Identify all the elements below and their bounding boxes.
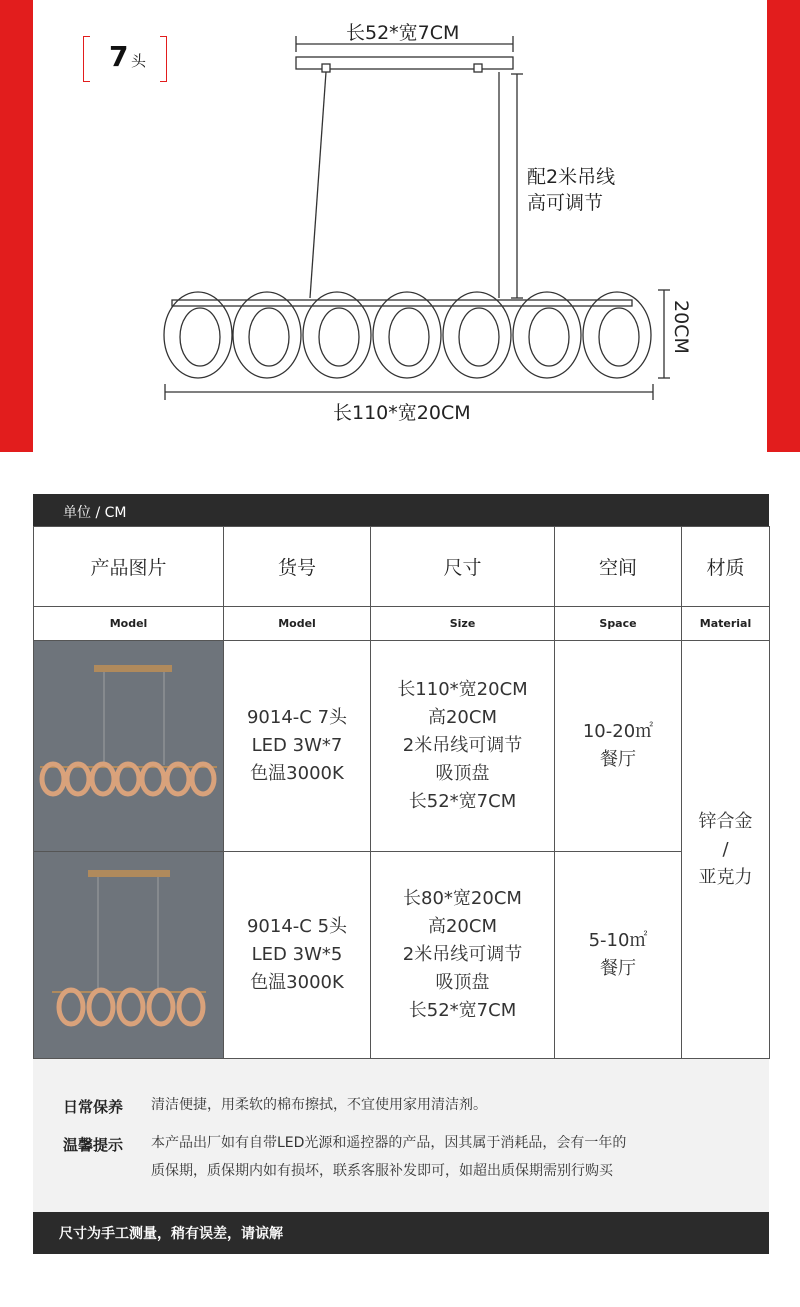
heads-number: 7 (109, 40, 129, 73)
header-photo-en: Model (34, 607, 224, 641)
size-cell (371, 852, 555, 1059)
header-photo: 产品图片 (34, 527, 224, 607)
unit-label: 单位 / CM (63, 505, 127, 521)
lamp-7-photo (34, 641, 223, 851)
spec-table (33, 526, 770, 1059)
model-line: 色温3000K (250, 763, 344, 784)
cable-label-line1: 配2米吊线 (527, 166, 616, 188)
size-line: 吸顶盘 (435, 763, 490, 784)
daily-care-text: 清洁便捷，用柔软的棉布擦拭，不宜使用家用清洁剂。 (151, 1097, 487, 1113)
unit-bar (33, 494, 769, 526)
space-room: 餐厅 (600, 749, 636, 770)
footer-bar (33, 1212, 769, 1254)
bottom-dimension-label: 长110*宽20CM (333, 402, 471, 424)
space-room: 餐厅 (600, 958, 636, 979)
header-material-en: Material (682, 607, 770, 641)
top-dimension-label: 长52*宽7CM (346, 22, 460, 44)
product-diagram (0, 0, 800, 452)
size-line: 2米吊线可调节 (402, 735, 523, 756)
heads-unit: 头 (131, 52, 147, 70)
header-size: 尺寸 (371, 527, 555, 607)
material-line: / (722, 838, 729, 860)
height-dimension-label: 20CM (670, 300, 692, 354)
space-area: 5-10㎡ (588, 930, 648, 951)
product-photo-5 (34, 852, 224, 1059)
size-line: 长110*宽20CM (397, 679, 528, 700)
size-line: 2米吊线可调节 (402, 944, 523, 965)
header-size-en: Size (371, 607, 555, 641)
space-cell (555, 852, 682, 1059)
header-model: 货号 (224, 527, 371, 607)
model-cell (224, 852, 371, 1059)
header-space: 空间 (555, 527, 682, 607)
lamp-5-photo (34, 852, 223, 1058)
material-line: 亚克力 (698, 866, 753, 888)
model-cell (224, 641, 371, 852)
tip-text-line1: 本产品出厂如有自带LED光源和遥控器的产品，因其属于消耗品，会有一年的 (151, 1135, 627, 1151)
header-material: 材质 (682, 527, 770, 607)
table-row (34, 641, 770, 852)
size-line: 吸顶盘 (435, 972, 490, 993)
header-row-en (34, 607, 770, 641)
tip-label: 温馨提示 (63, 1136, 124, 1154)
table-row (34, 852, 770, 1059)
size-line: 高20CM (427, 707, 497, 728)
footer-note: 尺寸为手工测量，稍有误差，请谅解 (59, 1226, 283, 1242)
material-cell (682, 641, 770, 1059)
model-line: 9014-C 5头 (246, 916, 348, 937)
product-photo-7 (34, 641, 224, 852)
size-line: 长80*宽20CM (403, 888, 522, 909)
daily-care-label: 日常保养 (63, 1098, 124, 1116)
tip-text-line2: 质保期，质保期内如有损坏，联系客服补发即可，如超出质保期需别行购买 (151, 1163, 613, 1179)
space-area: 10-20㎡ (582, 721, 654, 742)
size-cell (371, 641, 555, 852)
care-notes (33, 1060, 769, 1212)
size-line: 长52*宽7CM (408, 1000, 517, 1021)
size-line: 高20CM (427, 916, 497, 937)
material-line: 锌合金 (698, 810, 753, 832)
model-line: 9014-C 7头 (246, 707, 348, 728)
model-line: LED 3W*7 (251, 735, 343, 756)
lamp-line-drawing (0, 0, 800, 452)
model-line: LED 3W*5 (251, 944, 343, 965)
model-line: 色温3000K (250, 972, 344, 993)
header-space-en: Space (555, 607, 682, 641)
space-cell (555, 641, 682, 852)
header-model-en: Model (224, 607, 371, 641)
header-row-cn (34, 527, 770, 607)
cable-label-line2: 高可调节 (527, 192, 604, 214)
size-line: 长52*宽7CM (408, 791, 517, 812)
